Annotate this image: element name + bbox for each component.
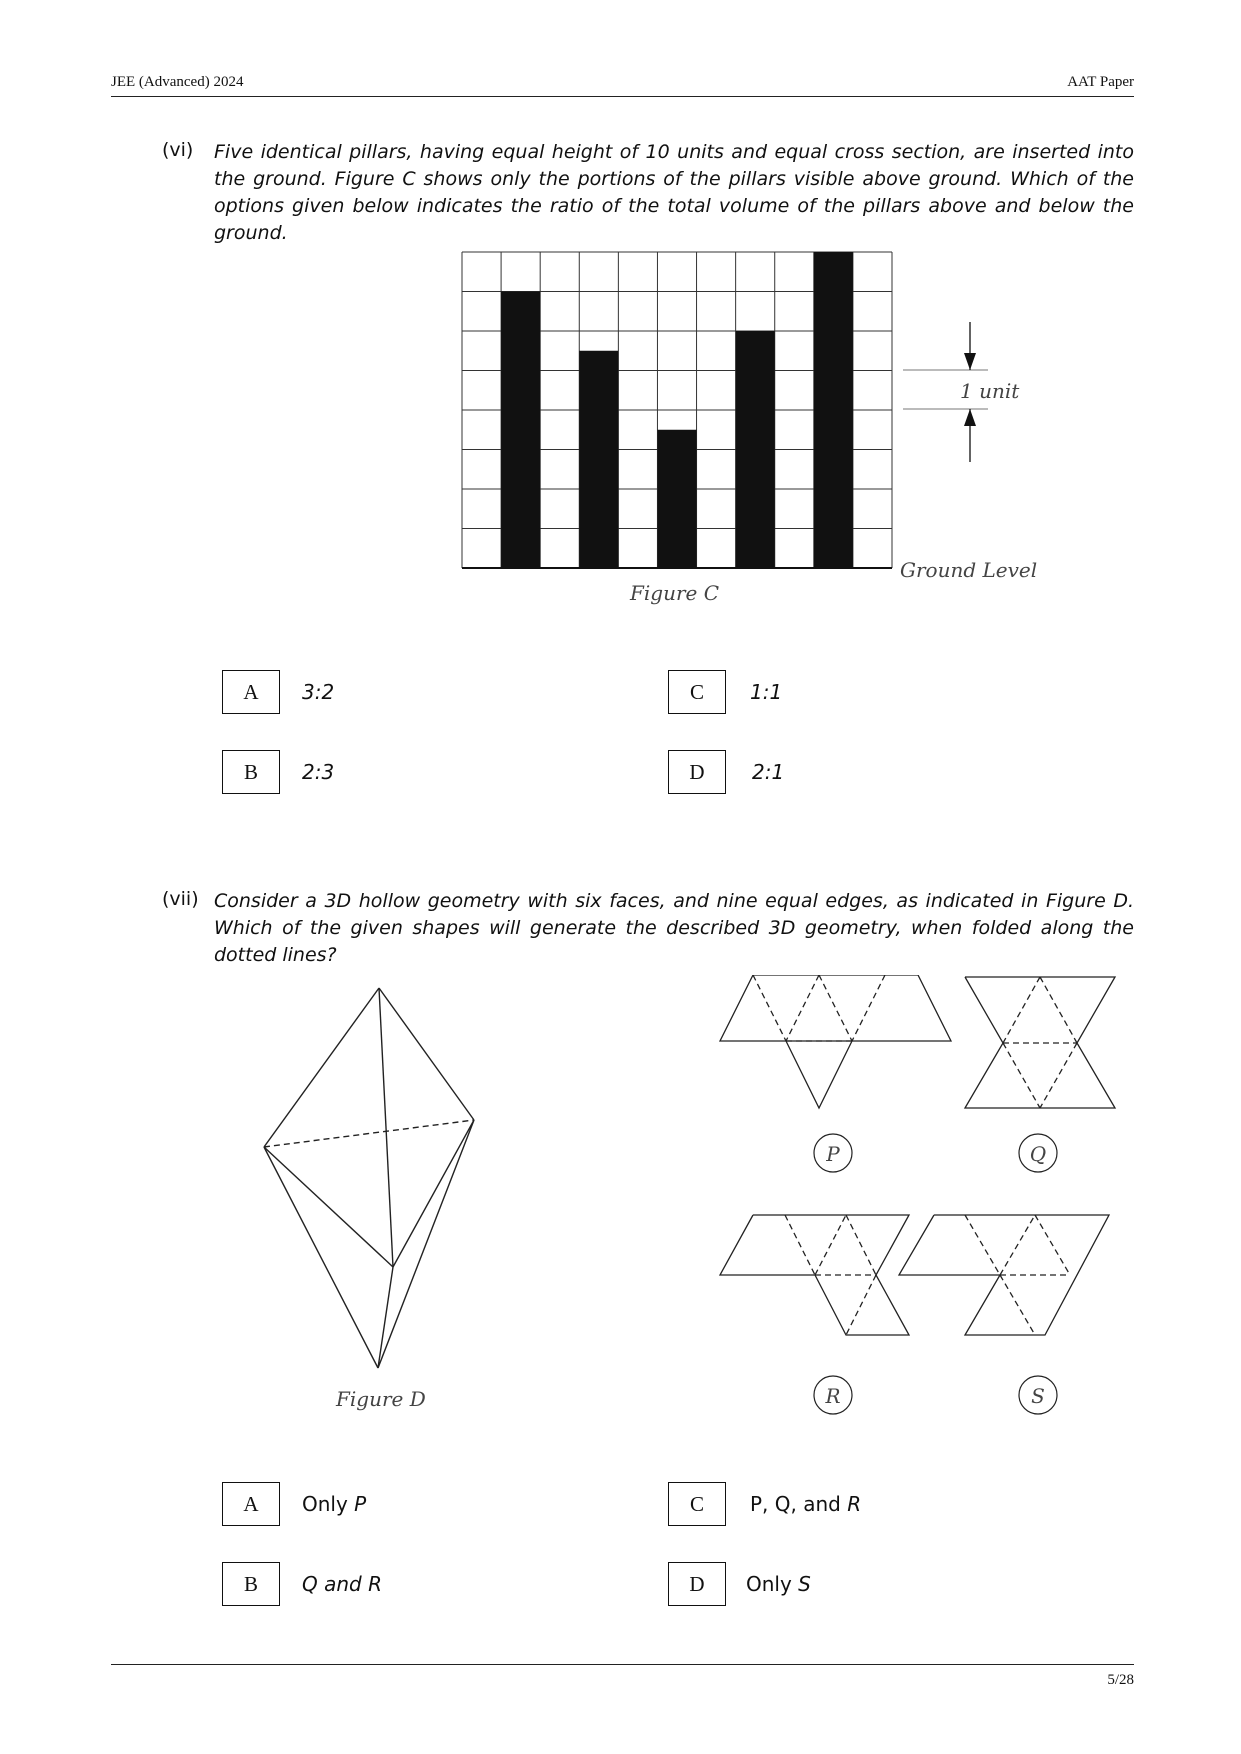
q6-option-b-text: 2:3 [302,760,335,784]
q6-option-d-box[interactable]: D [668,750,726,794]
figure-c-pillars [440,240,1040,620]
q7-option-a-pre: Only [302,1492,355,1516]
q7-option-d-pre: Only [746,1572,799,1596]
q7-option-c-italic: R [847,1492,862,1516]
figure-d-caption: Figure D [336,1387,426,1411]
figure-d-bipyramid [240,980,500,1420]
q6-option-a-box[interactable]: A [222,670,280,714]
q6-option-c-text: 1:1 [750,680,783,704]
q6-option-c-box[interactable]: C [668,670,726,714]
q7-option-a-box[interactable]: A [222,1482,280,1526]
net-s [899,1215,1109,1335]
net-q-label: Q [1029,1142,1047,1166]
unit-label: 1 unit [960,379,1020,403]
net-p [720,975,951,1108]
page-number: 5/28 [1107,1672,1134,1688]
q7-option-b-box[interactable]: B [222,1562,280,1606]
ground-level-label: Ground Level [900,558,1038,582]
nets-figure [715,975,1135,1425]
pillar-4 [736,331,775,568]
footer-divider [111,1664,1134,1665]
net-r [720,1215,909,1335]
q7-option-c-pre: P, Q, and [750,1492,848,1516]
q6-option-d-text: 2:1 [752,760,785,784]
pillar-5 [814,252,853,568]
net-q [965,977,1115,1108]
question-6-number: (vi) [162,139,194,161]
q7-option-d-box[interactable]: D [668,1562,726,1606]
unit-arrow-top-head [964,353,976,370]
header-paper-name: AAT Paper [1067,74,1134,90]
header-exam-title: JEE (Advanced) 2024 [111,74,244,90]
q7-option-a-text [302,1492,366,1516]
question-7-number: (vii) [162,888,199,910]
q7-option-b-text: Q and R [302,1572,382,1596]
q7-option-d-text [746,1572,811,1596]
question-7-text: Consider a 3D hollow geometry with six faces, and nine equal edges, as indicated in Figure D. Which of the given shapes will generate the described 3D geometry, when folded along the dotted lines? [214,890,1134,966]
pillar-2 [579,351,618,568]
q7-option-a-italic: P [354,1492,367,1516]
q7-option-d-italic: S [798,1572,811,1596]
figure-c-caption: Figure C [630,581,720,605]
question-6-text: Five identical pillars, having equal height of 10 units and equal cross section, are inserted into the ground. Figure C shows only the portions of the pillars visible above ground. Which of the options given below indicates the ratio of the total volume of the pillars above and below the ground. [214,141,1134,244]
q7-option-c-box[interactable]: C [668,1482,726,1526]
net-s-label: S [1031,1384,1045,1408]
net-p-label: P [826,1142,840,1166]
q6-option-a-text: 3:2 [302,680,335,704]
header-divider [111,96,1134,97]
unit-arrow-bottom-head [964,409,976,426]
net-r-label: R [825,1384,841,1408]
q6-option-b-box[interactable]: B [222,750,280,794]
pillar-3 [657,430,696,568]
pillar-1 [501,292,540,569]
q7-option-c-text [750,1492,861,1516]
